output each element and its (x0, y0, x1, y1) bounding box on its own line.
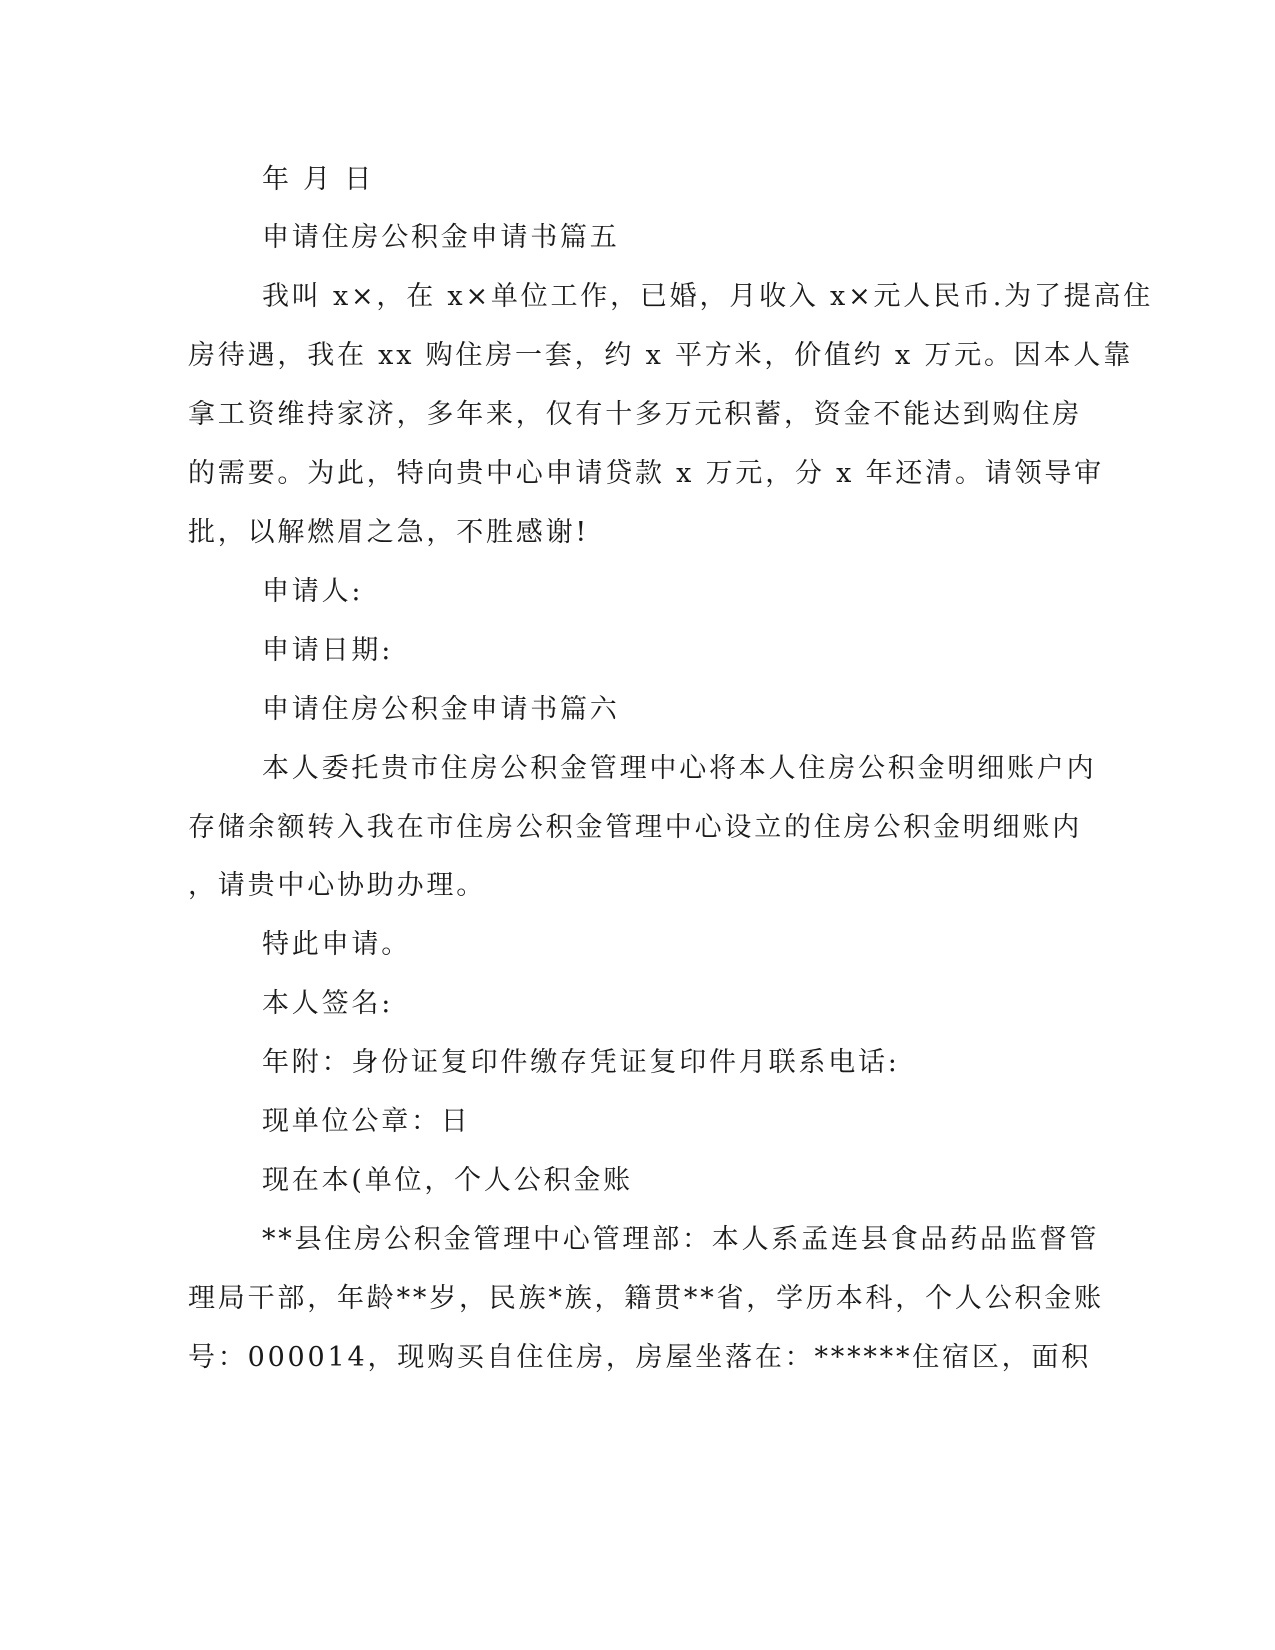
paragraph-line: 号：000014，现购买自住住房，房屋坐落在：******住宿区，面积 (188, 1342, 1092, 1373)
paragraph-line: 的需要。为此，特向贵中心申请贷款 x 万元，分 x 年还清。请领导审 (188, 458, 1104, 489)
paragraph-line: 本人委托贵市住房公积金管理中心将本人住房公积金明细账户内 (262, 753, 1097, 784)
paragraph-line: 批，以解燃眉之急，不胜感谢! (188, 517, 590, 548)
paragraph-line: 房待遇，我在 xx 购住房一套，约 x 平方米，价值约 x 万元。因本人靠 (188, 340, 1134, 371)
paragraph-line: **县住房公积金管理中心管理部：本人系孟连县食品药品监督管 (262, 1224, 1100, 1255)
application-date-label: 申请日期: (262, 635, 394, 666)
paragraph-line: 我叫 x×，在 x×单位工作，已婚，月收入 x×元人民币.为了提高住 (262, 281, 1154, 312)
section-heading-6: 申请住房公积金申请书篇六 (262, 694, 620, 725)
paragraph-line: 拿工资维持家济，多年来，仅有十多万元积蓄，资金不能达到购住房 (188, 399, 1082, 430)
seal-line: 现单位公章：日 (262, 1106, 471, 1137)
account-line: 现在本(单位，个人公积金账 (262, 1165, 633, 1196)
paragraph-line: ，请贵中心协助办理。 (188, 870, 486, 901)
applicant-label: 申请人: (262, 576, 364, 607)
signature-label: 本人签名: (262, 988, 394, 1019)
paragraph-line: 存储余额转入我在市住房公积金管理中心设立的住房公积金明细账内 (188, 812, 1082, 843)
closing-line: 特此申请。 (262, 929, 411, 960)
paragraph-line: 理局干部，年龄**岁，民族*族，籍贯**省，学历本科，个人公积金账 (188, 1283, 1104, 1314)
date-line: 年 月 日 (262, 164, 375, 195)
attachment-line: 年附：身份证复印件缴存凭证复印件月联系电话: (262, 1047, 900, 1078)
section-heading-5: 申请住房公积金申请书篇五 (262, 222, 620, 253)
